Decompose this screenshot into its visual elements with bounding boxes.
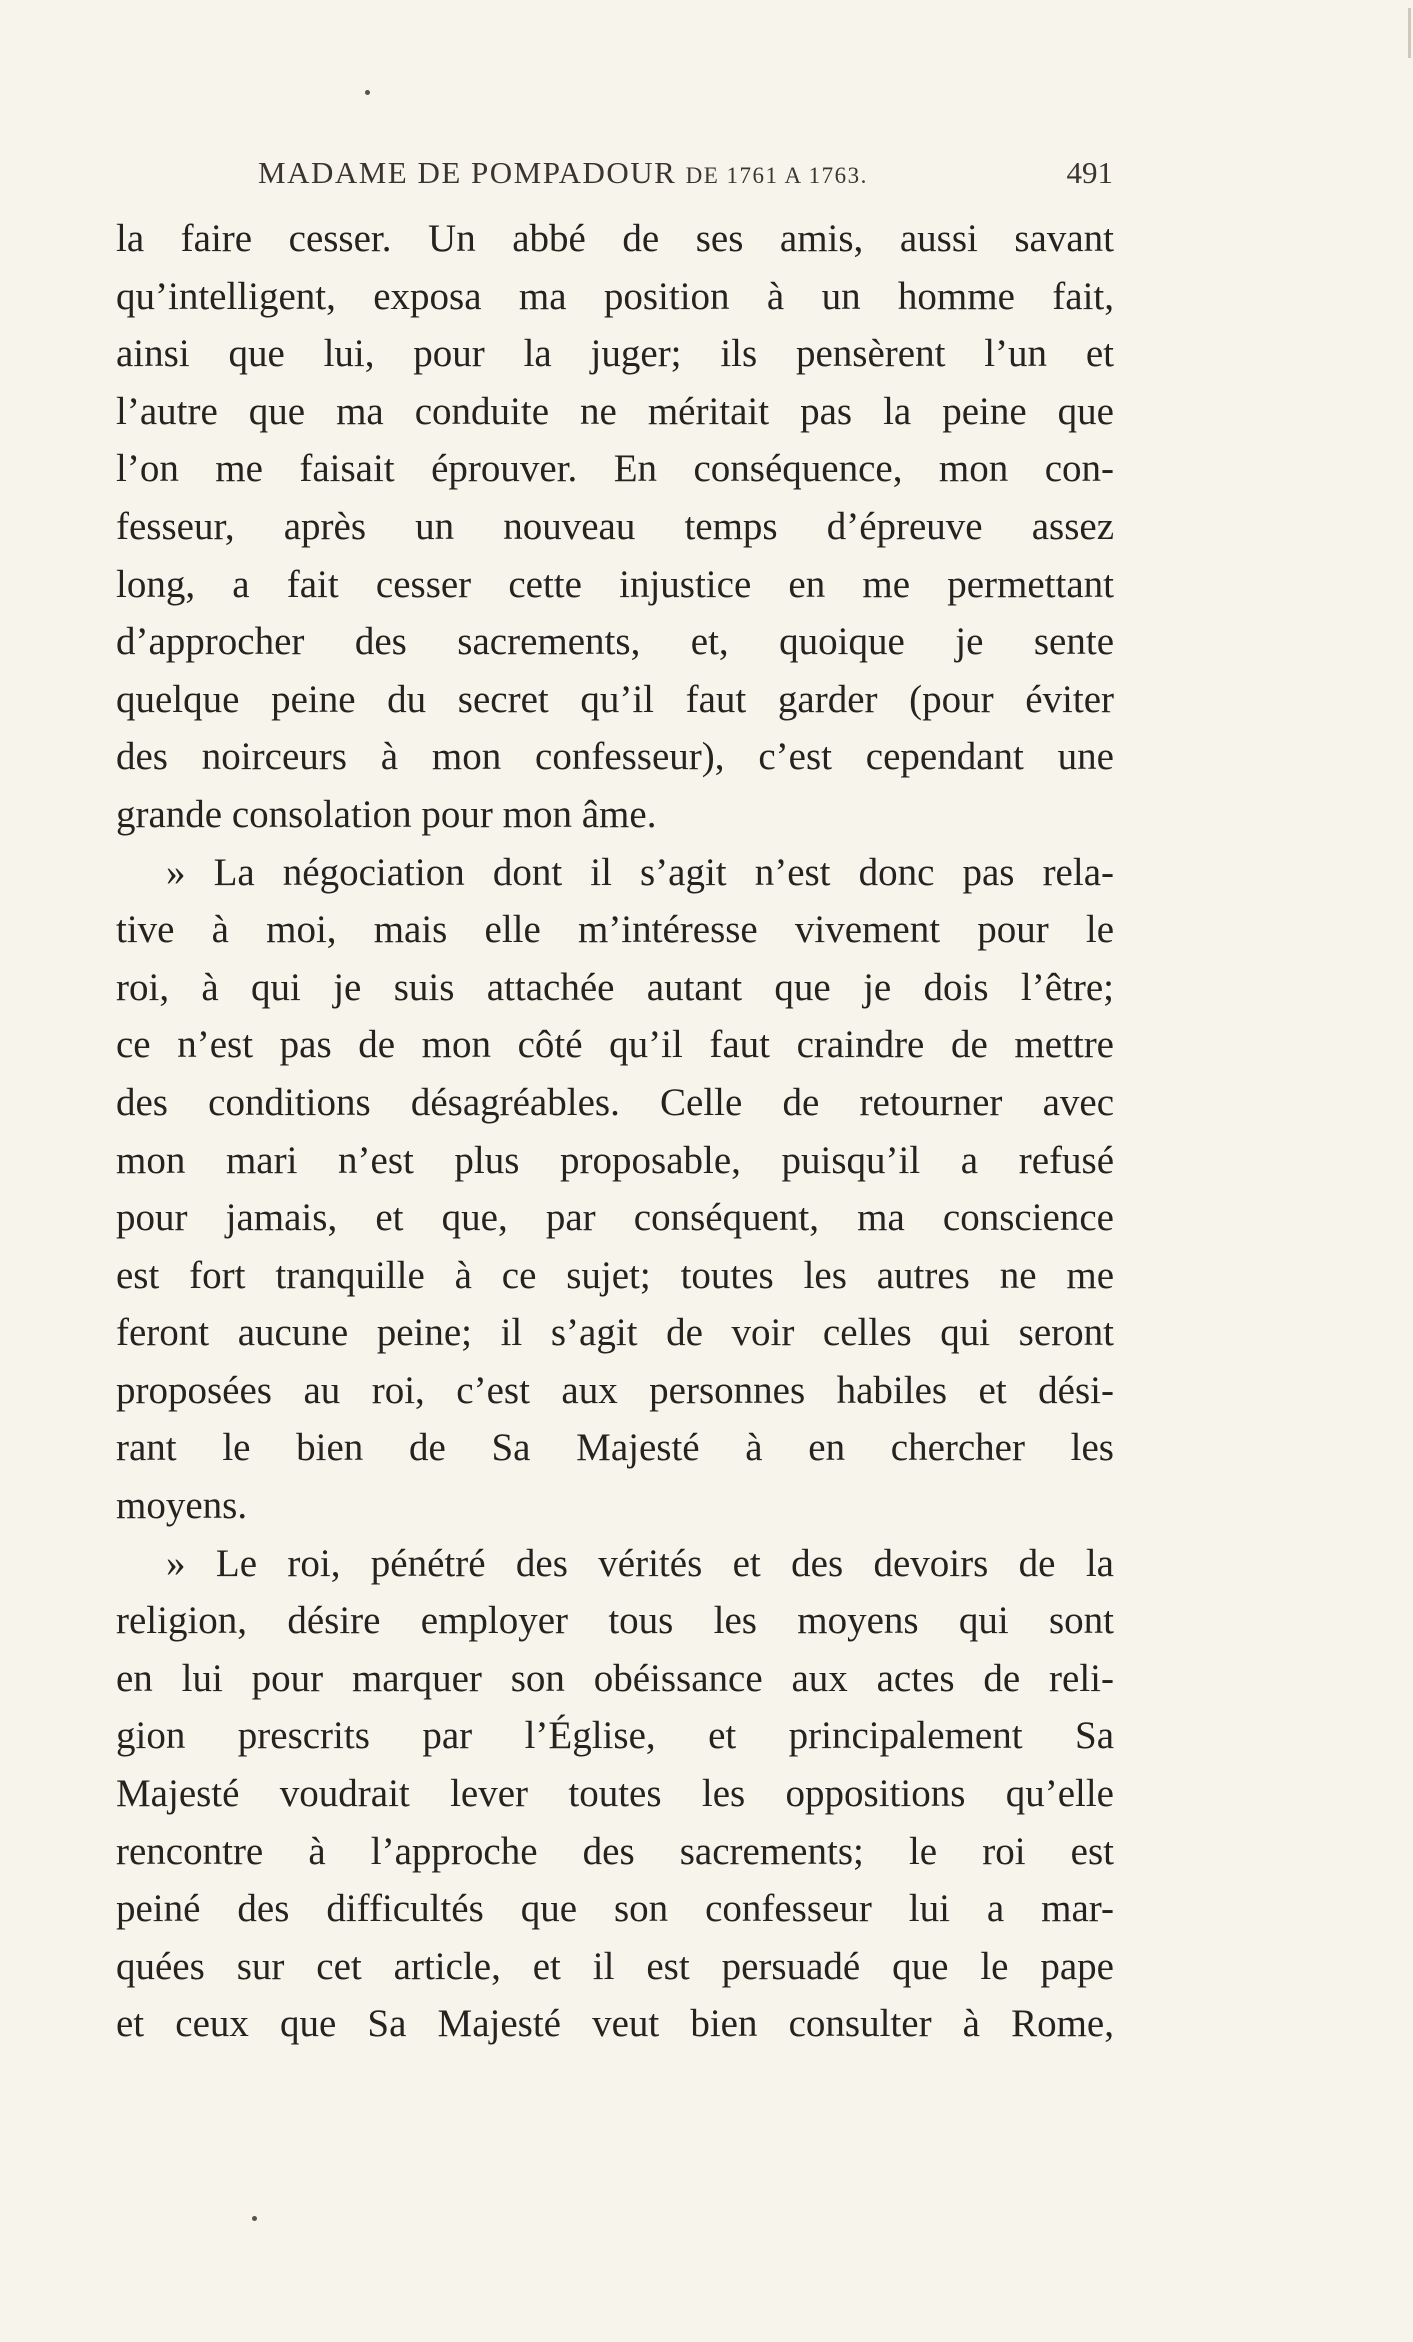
text-line: l’autre que ma conduite ne méritait pas la peine que — [116, 389, 1114, 433]
text-line: rant le bien de Sa Majesté à en chercher les — [116, 1426, 1114, 1470]
text-line: des conditions désagréables. Celle de retourner avec — [116, 1080, 1114, 1124]
text-line: des noirceurs à mon confesseur), c’est cependant une — [116, 735, 1114, 779]
text-line: qu’intelligent, exposa ma position à un homme fait, — [116, 274, 1114, 318]
text-line: fesseur, après un nouveau temps d’épreuve assez — [116, 504, 1114, 548]
text-line: gion prescrits par l’Église, et principalement Sa — [116, 1714, 1114, 1758]
paragraph-start-line: » La négociation dont il s’agit n’est donc pas rela- — [166, 850, 1114, 894]
running-title-dates: DE 1761 A 1763. — [685, 163, 868, 188]
page-edge-mark — [1408, 8, 1411, 58]
text-line: quées sur cet article, et il est persuadé que le pape — [116, 1944, 1114, 1988]
text-line: l’on me faisait éprouver. En conséquence, mon con- — [116, 447, 1114, 491]
running-title-main: MADAME DE POMPADOUR — [258, 155, 686, 190]
text-line: ainsi que lui, pour la juger; ils pensèrent l’un et — [116, 332, 1114, 376]
text-line: la faire cesser. Un abbé de ses amis, aussi savant — [116, 217, 1114, 260]
text-line: religion, désire employer tous les moyens qui sont — [116, 1599, 1114, 1643]
text-line: roi, à qui je suis attachée autant que je dois l’être; — [116, 965, 1114, 1009]
text-line: est fort tranquille à ce sujet; toutes les autres ne me — [116, 1253, 1114, 1297]
text-line: et ceux que Sa Majesté veut bien consulter à Rome, — [116, 2002, 1114, 2046]
text-line: pour jamais, et que, par conséquent, ma conscience — [116, 1196, 1114, 1240]
text-line: rencontre à l’approche des sacrements; le roi est — [116, 1829, 1114, 1873]
text-line: tive à moi, mais elle m’intéresse vivement pour le — [116, 908, 1114, 952]
page-number: 491 — [1066, 155, 1113, 190]
printing-speck-bottom — [252, 2216, 257, 2221]
text-line: mon mari n’est plus proposable, puisqu’il a refusé — [116, 1138, 1114, 1182]
text-line: d’approcher des sacrements, et, quoique je sente — [116, 620, 1114, 664]
text-line: long, a fait cesser cette injustice en me permettant — [116, 562, 1114, 606]
text-line: ce n’est pas de mon côté qu’il faut craindre de mettre — [116, 1023, 1114, 1067]
running-head — [258, 155, 1113, 195]
text-line: Majesté voudrait lever toutes les oppositions qu’elle — [116, 1772, 1114, 1816]
body-text — [116, 210, 1114, 2053]
paragraph-end-line: grande consolation pour mon âme. — [116, 792, 657, 836]
running-title — [258, 155, 868, 191]
paragraph-end-line: moyens. — [116, 1484, 248, 1528]
text-line: en lui pour marquer son obéissance aux actes de reli- — [116, 1656, 1114, 1700]
text-line: feront aucune peine; il s’agit de voir celles qui seront — [116, 1311, 1114, 1355]
printing-speck-top — [365, 90, 370, 95]
paragraph-start-line: » Le roi, pénétré des vérités et des devoirs de la — [166, 1541, 1114, 1585]
text-line: quelque peine du secret qu’il faut garder (pour éviter — [116, 677, 1114, 721]
text-line: proposées au roi, c’est aux personnes habiles et dési- — [116, 1368, 1114, 1412]
text-line: peiné des difficultés que son confesseur lui a mar- — [116, 1887, 1114, 1931]
